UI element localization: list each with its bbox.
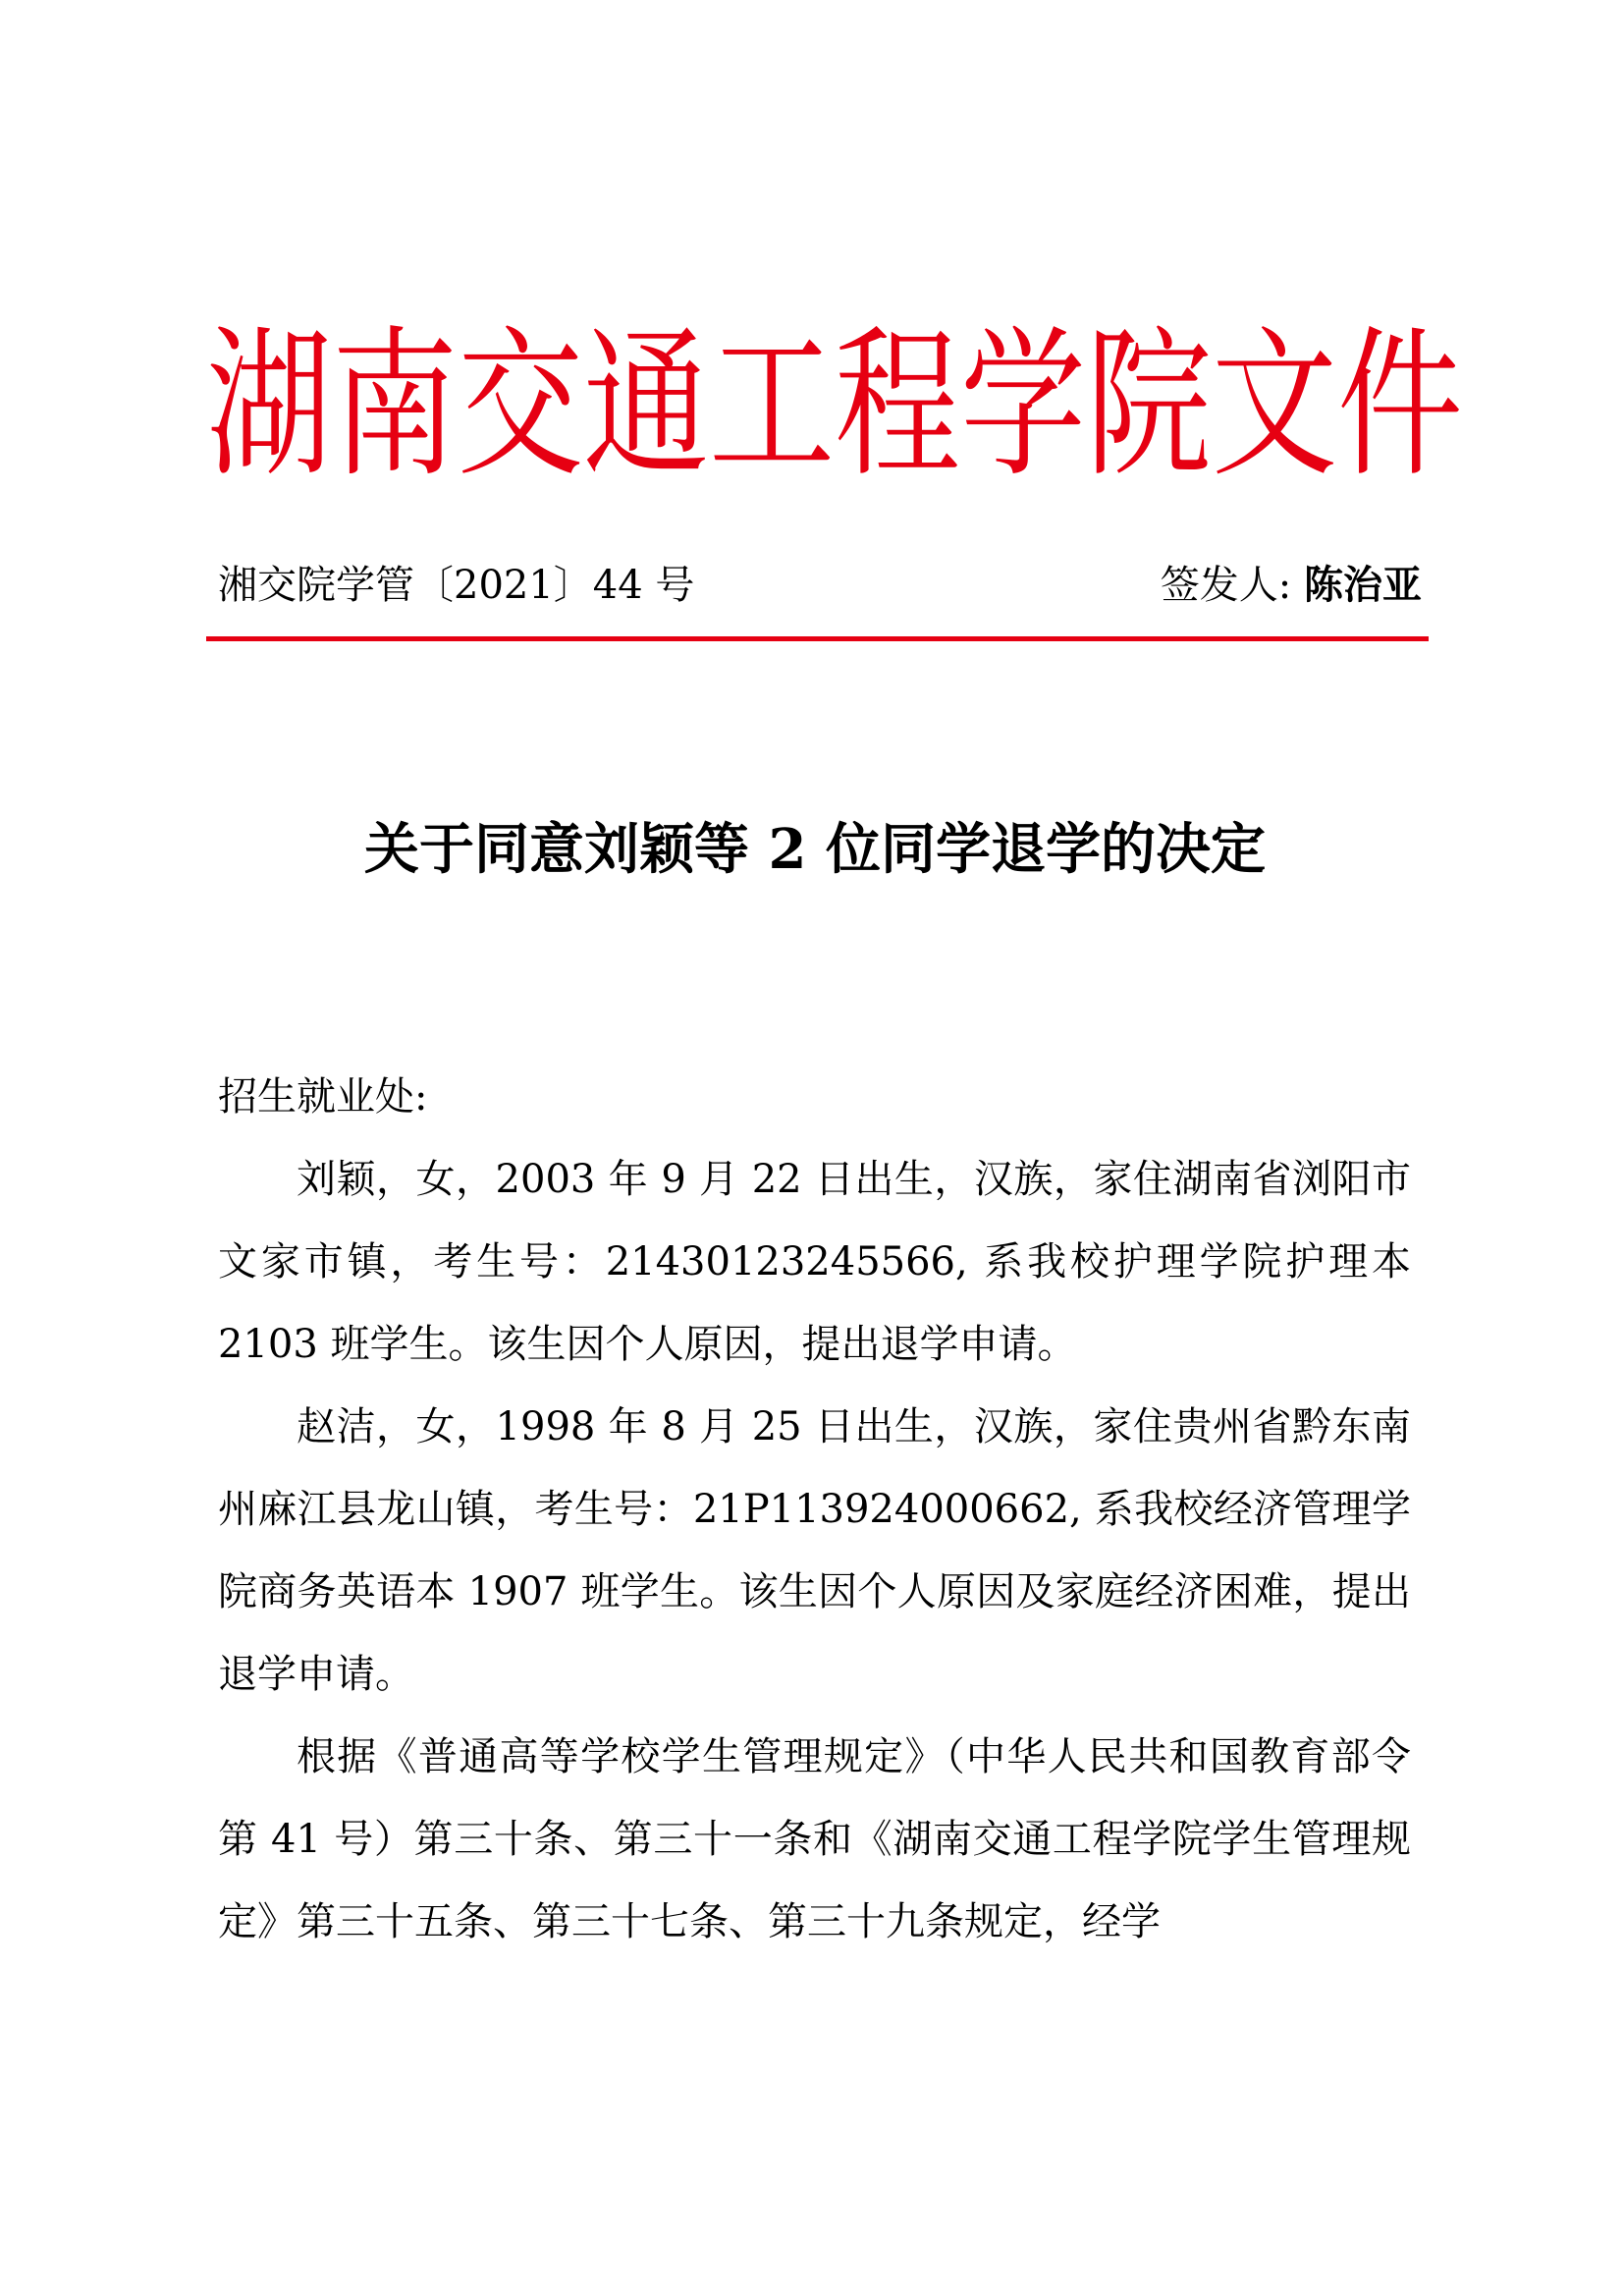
salutation: 招生就业处:	[218, 1074, 428, 1120]
signer-label: 签发人:	[1160, 563, 1292, 608]
body-paragraph: 根据《普通高等学校学生管理规定》（中华人民共和国教育部令第 41 号）第三十条、第三十一条和《湖南交通工程学院学生管理规定》第三十五条、第三十七条、第三十九条规定，经学	[218, 1734, 1411, 1944]
document-body	[218, 1056, 1411, 1963]
document-title: 关于同意刘颖等 2 位同学退学的决定	[364, 817, 1266, 882]
signer-name: 陈治亚	[1304, 563, 1422, 608]
signer-block	[1161, 558, 1422, 613]
red-divider-line	[206, 636, 1429, 641]
body-paragraph: 赵洁，女，1998 年 8 月 25 日出生，汉族，家住贵州省黔东南州麻江县龙山镇，考生号：21P113924000662, 系我校经济管理学院商务英语本 1907 班学生。该生因个人原因及家庭经济困难，提出退学申请。	[218, 1404, 1411, 1697]
document-masthead: 湖南交通工程学院文件	[206, 312, 1464, 500]
document-number: 湘交院学管〔2021〕44 号	[218, 563, 695, 608]
body-paragraph: 刘颖，女，2003 年 9 月 22 日出生，汉族，家住湖南省浏阳市文家市镇，考生号：21430123245566, 系我校护理学院护理本 2103 班学生。该生因个人原因，提出退学申请。	[218, 1157, 1411, 1367]
